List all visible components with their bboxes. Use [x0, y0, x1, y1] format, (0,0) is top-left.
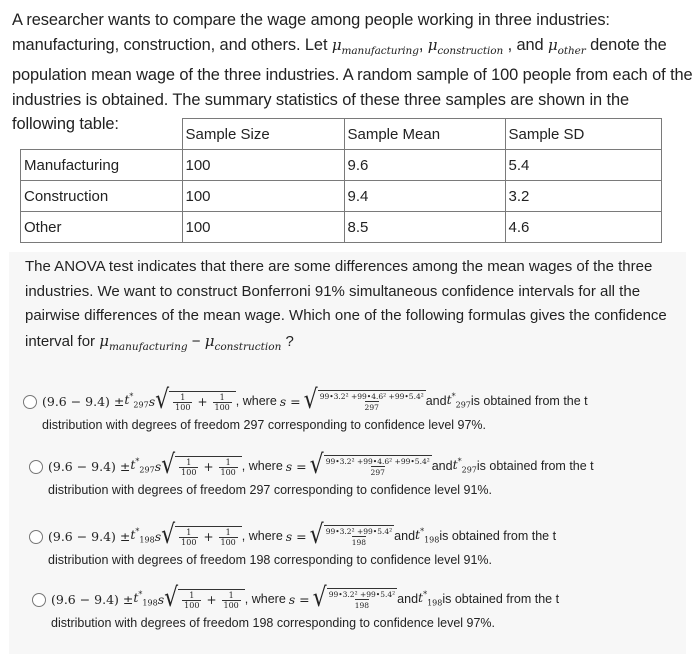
s-equals: s =	[285, 528, 307, 544]
t-df: 297	[139, 465, 155, 475]
table-row	[21, 212, 662, 243]
table-row	[21, 150, 662, 181]
row-label: Construction	[21, 181, 183, 212]
cell-size: 100	[182, 212, 344, 243]
obtained-text: is obtained from the t	[470, 394, 588, 408]
s-equals: s =	[279, 393, 301, 409]
t-df: 198	[427, 598, 443, 608]
radical-body	[324, 455, 432, 477]
obtained-text: is obtained from the t	[476, 459, 594, 473]
radical-sign: √	[161, 520, 176, 551]
pooled-fraction	[320, 392, 424, 412]
cell-size: 100	[182, 150, 344, 181]
header-sample-sd: Sample SD	[505, 119, 661, 150]
radical-body	[327, 588, 397, 610]
t-critical: $t^*_{198}$	[415, 527, 440, 545]
denominator: 100	[220, 537, 236, 547]
pooled-denominator: 198	[354, 601, 370, 610]
subscript-manufacturing: manufacturing	[341, 44, 419, 57]
t-df: 198	[424, 535, 440, 545]
radical-sign: √	[312, 583, 327, 614]
numerator: 1	[180, 392, 186, 402]
pooled-numerator: 99•3.2² +99•4.6² +99•5.4²	[325, 457, 430, 466]
radical	[161, 450, 242, 481]
row-label: Other	[21, 212, 183, 243]
separator: , and	[503, 35, 548, 54]
pooled-numerator: 99•3.2² +99•5.4²	[328, 590, 396, 599]
fraction	[182, 591, 201, 610]
answer-option-1[interactable]	[9, 387, 686, 447]
pooled-numerator: 99•3.2² +99•4.6² +99•5.4²	[319, 392, 424, 401]
fraction	[173, 393, 192, 412]
option-description: distribution with degrees of freedom 297 corresponding to confidence level 97%.	[42, 418, 487, 432]
t-critical: $t^*_{297}$	[124, 392, 149, 410]
and-text: and	[431, 459, 453, 473]
s-symbol: s	[154, 528, 162, 544]
radio-button[interactable]	[32, 593, 46, 607]
denominator: 100	[184, 600, 200, 610]
numerator: 1	[228, 590, 234, 600]
interval-formula	[51, 585, 559, 613]
radio-button[interactable]	[29, 530, 43, 544]
t-df: 297	[461, 465, 477, 475]
t-critical: $t^*_{297}$	[452, 457, 477, 475]
plus-sign: +	[203, 460, 214, 474]
pooled-fraction	[326, 457, 430, 477]
radical-sign: √	[303, 385, 318, 416]
obtained-text: is obtained from the t	[442, 592, 560, 606]
plus-sign: +	[203, 530, 214, 544]
radical	[164, 583, 245, 614]
point-estimate: (9.6 − 9.4) ±	[51, 591, 134, 607]
pooled-fraction	[329, 590, 395, 610]
fraction	[219, 528, 238, 547]
pooled-numerator: 99•3.2² +99•5.4²	[325, 527, 393, 536]
t-critical: $t^*_{297}$	[130, 457, 155, 475]
t-df: 297	[133, 400, 149, 410]
option-description: distribution with degrees of freedom 198 corresponding to confidence level 91%.	[48, 553, 493, 567]
cell-mean: 9.4	[344, 181, 505, 212]
radical-sign: √	[309, 520, 324, 551]
radical	[155, 385, 236, 416]
radio-button[interactable]	[29, 460, 43, 474]
pooled-radical	[303, 385, 426, 416]
cell-mean: 8.5	[344, 212, 505, 243]
subscript-construction: construction	[214, 340, 282, 353]
option-description: distribution with degrees of freedom 297 corresponding to confidence level 91%.	[48, 483, 493, 497]
plus-sign: +	[197, 395, 208, 409]
interval-formula	[48, 452, 594, 480]
s-equals: s =	[285, 458, 307, 474]
obtained-text: is obtained from the t	[439, 529, 557, 543]
header-sample-mean: Sample Mean	[344, 119, 505, 150]
radio-button[interactable]	[23, 395, 37, 409]
numerator: 1	[186, 457, 192, 467]
answer-option-4[interactable]	[9, 585, 686, 645]
and-text: and	[425, 394, 447, 408]
where-text: , where	[244, 592, 286, 606]
table-row	[21, 181, 662, 212]
summary-table	[20, 118, 662, 243]
t-critical: $t^*_{198}$	[130, 527, 155, 545]
question-mark: ?	[281, 332, 294, 350]
t-df: 198	[139, 535, 155, 545]
numerator: 1	[186, 527, 192, 537]
s-equals: s =	[288, 591, 310, 607]
s-symbol: s	[148, 393, 156, 409]
denominator: 100	[181, 537, 197, 547]
t-critical: $t^*_{198}$	[418, 590, 443, 608]
radical-sign: √	[155, 385, 170, 416]
pooled-fraction	[326, 527, 392, 547]
s-symbol: s	[157, 591, 165, 607]
denominator: 100	[181, 467, 197, 477]
s-symbol: s	[154, 458, 162, 474]
radical-body	[169, 391, 236, 412]
numerator: 1	[225, 527, 231, 537]
mu-symbol: μ	[547, 35, 558, 54]
denominator: 100	[223, 600, 239, 610]
where-text: , where	[235, 394, 277, 408]
radical-body	[324, 525, 394, 547]
mu-symbol: μ	[204, 331, 215, 350]
mu-symbol: μ	[99, 331, 109, 350]
question-panel	[9, 252, 686, 654]
t-df: 297	[455, 400, 471, 410]
denominator: 100	[175, 402, 191, 412]
radical-body	[318, 390, 426, 412]
numerator: 1	[189, 590, 195, 600]
subscript-manufacturing: manufacturing	[108, 340, 188, 353]
answer-option-2[interactable]	[9, 452, 686, 512]
intro-text: A researcher wants to compare the wage among people working in three industries: manufacturing, construction, and others. Let	[12, 11, 610, 54]
answer-option-3[interactable]	[9, 522, 686, 582]
radical-sign: √	[164, 583, 179, 614]
cell-sd: 3.2	[505, 181, 661, 212]
radical-body	[178, 589, 245, 610]
pooled-denominator: 297	[370, 468, 385, 477]
radical-sign: √	[161, 450, 176, 481]
question-body: The ANOVA test indicates that there are some differences among the mean wages of the three industries. We want to construct Bonferroni 91% simultaneous confidence intervals for all the pairwise differences of the mean wage. Which one of the following formulas gives the confidence interval for	[25, 258, 667, 350]
interval-formula	[42, 387, 588, 415]
header-sample-size: Sample Size	[182, 119, 344, 150]
radical-body	[175, 526, 242, 547]
point-estimate: (9.6 − 9.4) ±	[48, 528, 131, 544]
pooled-radical	[309, 520, 395, 551]
t-critical: $t^*_{198}$	[133, 590, 158, 608]
t-df: 198	[142, 598, 158, 608]
where-text: , where	[241, 529, 283, 543]
radical	[161, 520, 242, 551]
fraction	[179, 528, 198, 547]
intro-text-2: denote the population mean wage of the three industries. A random sample of 100 people from each of the industries is obtained. The summary statistics of these three samples are shown in the following table:	[12, 35, 693, 133]
question-text	[25, 255, 675, 359]
denominator: 100	[220, 467, 236, 477]
option-description: distribution with degrees of freedom 198 corresponding to confidence level 97%.	[51, 616, 496, 630]
cell-sd: 4.6	[505, 212, 661, 243]
point-estimate: (9.6 − 9.4) ±	[48, 458, 131, 474]
separator: ,	[418, 35, 428, 54]
numerator: 1	[219, 392, 225, 402]
subscript-construction: construction	[437, 44, 504, 57]
table-corner	[21, 119, 183, 150]
fraction	[219, 458, 238, 477]
where-text: , where	[241, 459, 283, 473]
pooled-denominator: 198	[351, 538, 367, 547]
point-estimate: (9.6 − 9.4) ±	[42, 393, 125, 409]
fraction	[222, 591, 241, 610]
row-label: Manufacturing	[21, 150, 183, 181]
table-header-row	[21, 119, 662, 150]
plus-sign: +	[206, 593, 217, 607]
fraction	[213, 393, 232, 412]
denominator: 100	[214, 402, 230, 412]
fraction	[179, 458, 198, 477]
pooled-radical	[312, 583, 398, 614]
radical-sign: √	[309, 450, 324, 481]
subscript-other: other	[557, 44, 586, 57]
cell-sd: 5.4	[505, 150, 661, 181]
cell-mean: 9.6	[344, 150, 505, 181]
pooled-denominator: 297	[364, 403, 379, 412]
interval-formula	[48, 522, 556, 550]
mu-symbol: μ	[331, 35, 342, 54]
cell-size: 100	[182, 181, 344, 212]
numerator: 1	[225, 457, 231, 467]
and-text: and	[397, 592, 419, 606]
and-text: and	[394, 529, 416, 543]
pooled-radical	[309, 450, 432, 481]
radical-body	[175, 456, 242, 477]
mu-symbol: μ	[427, 35, 438, 54]
minus-sign: −	[187, 332, 205, 350]
t-critical: $t^*_{297}$	[446, 392, 471, 410]
